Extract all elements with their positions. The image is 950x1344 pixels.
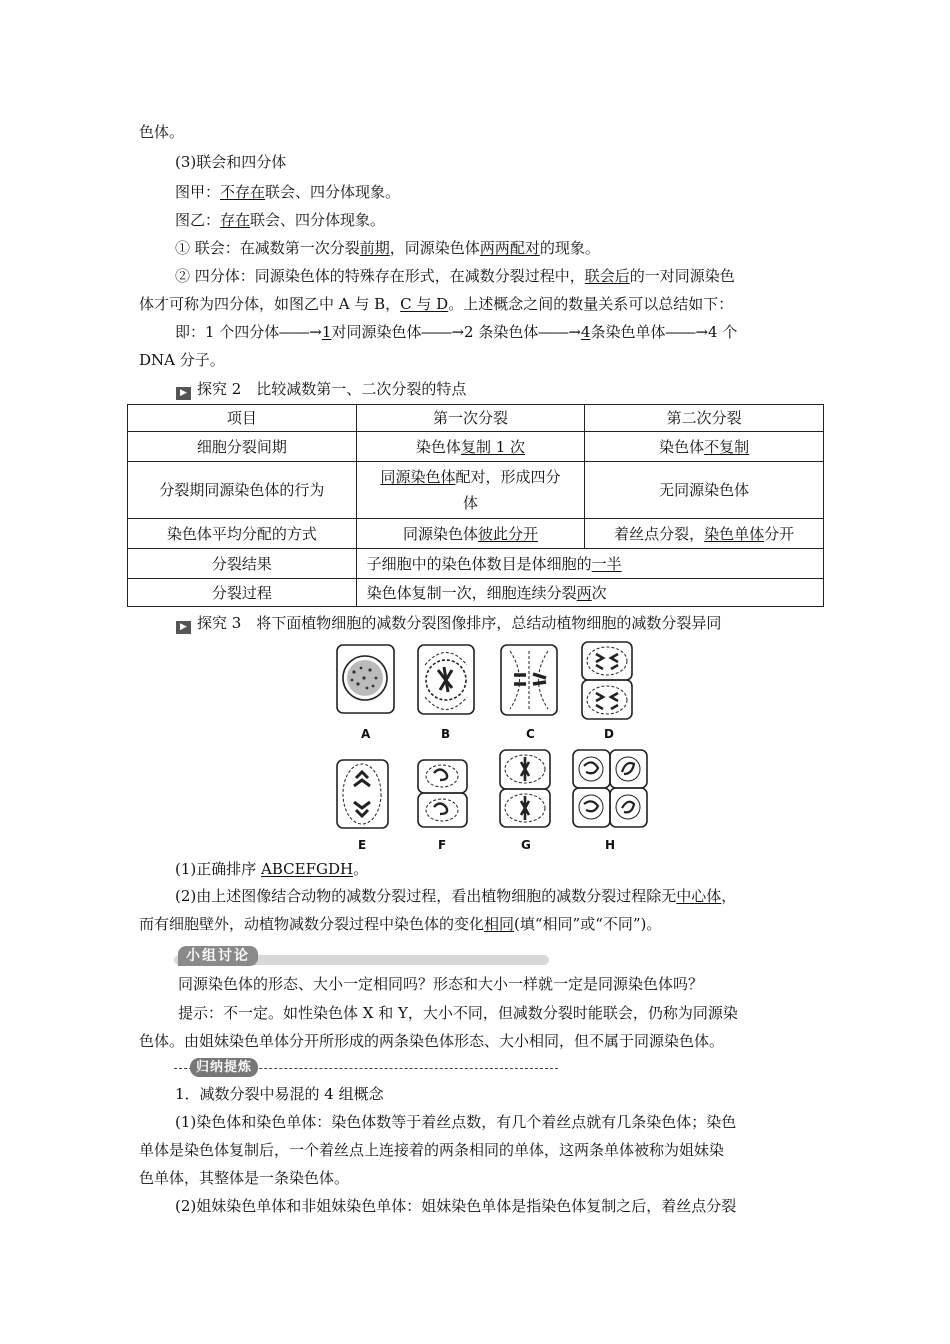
- answer-underlined: 彼此分开: [477, 524, 538, 543]
- table-cell: 细胞分裂间期: [128, 432, 357, 462]
- text: 图乙：: [175, 211, 221, 229]
- paragraph: 提示：不一定。如性染色体 X 和 Y，大小不同，但减数分裂时能联会，仍称为同源染: [178, 1004, 738, 1022]
- figure-label: D: [604, 727, 614, 741]
- text: 。: [353, 860, 369, 878]
- paragraph: 单体是染色体复制后，一个着丝点上连接着的两条相同的单体，这两条单体被称为姐妹染: [139, 1141, 725, 1159]
- summary-banner: [174, 1058, 558, 1078]
- cell-F: [418, 760, 467, 827]
- text: 染色体: [415, 437, 461, 456]
- cell-C: [501, 645, 557, 715]
- answer-underlined: 4: [580, 323, 591, 341]
- answer-underlined: 不存在: [220, 183, 266, 201]
- text: 子细胞中的染色体数目是体细胞的: [366, 554, 592, 573]
- cell-G: [500, 750, 550, 827]
- play-triangle-icon: ▶: [176, 387, 191, 400]
- figure-label: G: [521, 838, 531, 852]
- paragraph: 色单体，其整体是一条染色体。: [139, 1169, 350, 1187]
- play-triangle-icon: ▶: [176, 621, 191, 634]
- text: (1)正确排序: [175, 860, 262, 878]
- paragraph: [175, 886, 736, 906]
- table-header: 第一次分裂: [356, 405, 585, 432]
- text: ，: [721, 887, 737, 905]
- subheading: (3)联会和四分体: [175, 153, 287, 171]
- answer-underlined: 同源染色体: [380, 468, 456, 486]
- cell-A: [337, 645, 394, 713]
- group-discussion-tag: 小组讨论: [178, 946, 258, 966]
- figure-label: A: [361, 727, 371, 741]
- text: 图甲：: [175, 183, 221, 201]
- paragraph: [175, 859, 368, 879]
- table-cell: 无同源染色体: [585, 462, 824, 519]
- text: (填“相同”或“不同”)。: [514, 915, 662, 933]
- text: 染色体: [659, 437, 705, 456]
- group-discussion-banner: [174, 946, 549, 968]
- answer-underlined: 两两配对: [479, 239, 540, 257]
- text: 联会、四分体现象。: [265, 183, 401, 201]
- answer-underlined: 不复制: [704, 437, 750, 456]
- answer-underlined: 两: [576, 583, 592, 602]
- figure-label: E: [358, 838, 367, 852]
- text: 体才可称为四分体，如图乙中 A 与 B，: [139, 295, 401, 313]
- summary-tag: 归纳提炼: [190, 1058, 258, 1077]
- answer-underlined: 中心体: [676, 887, 722, 905]
- paragraph: 同源染色体的形态、大小一定相同吗？形态和大小一样就一定是同源染色体吗？: [178, 975, 704, 993]
- text: 次: [591, 583, 607, 602]
- table-cell: 分裂过程: [128, 579, 357, 607]
- text: ① 联会：在减数第一次分裂: [175, 239, 360, 257]
- text: 的现象。: [539, 239, 600, 257]
- text: 的一对同源染色: [629, 267, 735, 285]
- paragraph: [139, 914, 661, 934]
- cell-B: [418, 645, 474, 714]
- text: 同源染色体: [402, 524, 478, 543]
- text: 染色体复制一次，细胞连续分裂: [366, 583, 577, 602]
- answer-underlined: 一半: [591, 554, 622, 573]
- answer-underlined: ABCEFGDH: [261, 860, 354, 878]
- answer-underlined: C 与 D: [400, 295, 449, 313]
- heading-text: 探究 3 将下面植物细胞的减数分裂图像排序，总结动植物细胞的减数分裂异同: [197, 614, 722, 632]
- text: 条染色单体――→4 个: [590, 323, 738, 341]
- answer-underlined: 前期: [359, 239, 390, 257]
- text: 分开: [764, 524, 795, 543]
- heading-text: 探究 2 比较减数第一、二次分裂的特点: [197, 380, 467, 398]
- answer-underlined: 1: [321, 323, 332, 341]
- table-cell: 分裂期同源染色体的行为: [128, 462, 357, 519]
- text: ，同源染色体: [389, 239, 480, 257]
- cell-H: [573, 750, 647, 827]
- text: ② 四分体：同源染色体的特殊存在形式，在减数分裂过程中，: [175, 267, 585, 285]
- text: 着丝点分裂，: [614, 524, 705, 543]
- text: (2)由上述图像结合动物的减数分裂过程，看出植物细胞的减数分裂过程除无: [175, 887, 677, 905]
- text: 。上述概念之间的数量关系可以总结如下：: [448, 295, 734, 313]
- answer-underlined: 存在: [220, 211, 251, 229]
- paragraph: 色体。: [139, 123, 185, 141]
- answer-underlined: 联会后: [584, 267, 630, 285]
- text: 配对，形成四分: [455, 468, 561, 486]
- table-header: 项目: [128, 405, 357, 432]
- paragraph: DNA 分子。: [139, 351, 225, 369]
- figure-label: C: [526, 727, 535, 741]
- table-cell: 染色体平均分配的方式: [128, 519, 357, 549]
- paragraph: (1)染色体和染色单体：染色体数等于着丝点数，有几个着丝点就有几条染色体；染色: [175, 1113, 737, 1131]
- cell-E: [337, 760, 388, 828]
- text: 联会、四分体现象。: [250, 211, 386, 229]
- text: 对同源染色体――→2 条染色体――→: [331, 323, 581, 341]
- table-cell: 分裂结果: [128, 549, 357, 579]
- paragraph: (2)姐妹染色单体和非姐妹染色单体：姐妹染色单体是指染色体复制之后，着丝点分裂: [175, 1197, 737, 1215]
- text: 即：1 个四分体――→: [175, 323, 322, 341]
- figure-label: F: [438, 838, 447, 852]
- cell-D: [582, 642, 632, 719]
- paragraph: 色体。由姐妹染色单体分开所形成的两条染色体形态、大小相同，但不属于同源染色体。: [139, 1032, 725, 1050]
- figure-label: H: [605, 838, 616, 852]
- answer-underlined: 复制 1 次: [460, 437, 526, 456]
- text: 而有细胞壁外，动植物减数分裂过程中染色体的变化: [139, 915, 485, 933]
- answer-underlined: 染色单体: [704, 524, 765, 543]
- subheading: 1．减数分裂中易混的 4 组概念: [175, 1085, 384, 1103]
- table-header: 第二次分裂: [585, 405, 824, 432]
- text: 体: [462, 494, 478, 512]
- answer-underlined: 相同: [484, 915, 515, 933]
- figure-label: B: [441, 727, 451, 741]
